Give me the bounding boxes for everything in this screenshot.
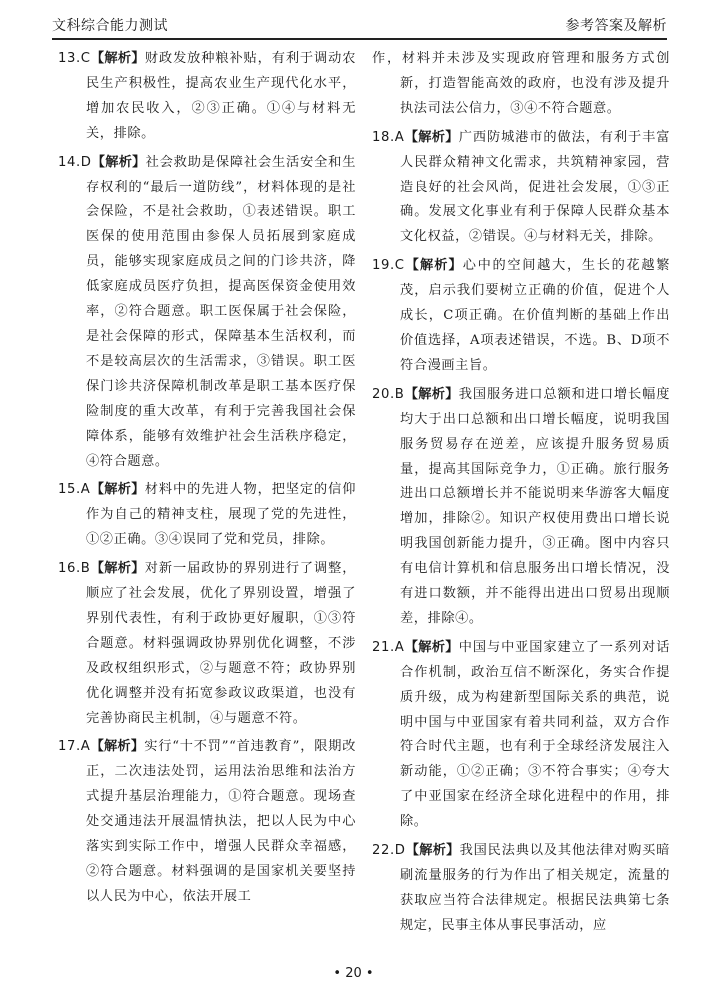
- answer-letter: B: [80, 561, 91, 577]
- answer-entry: [58, 151, 356, 475]
- analysis-text: 实行“十不罚”“首违教育”，限期改正，二次违法处罚，运用法治思维和法治方式提升基层治理能力，①符合题意。现场查处交通违法开展温情执法，把以人民为中心落实到实际工作中，增强人民群众幸福感，②符合题意。材料强调的是国家机关要坚持以人民为中心，依法开展工: [86, 739, 356, 904]
- answer-entry: [372, 126, 670, 251]
- answer-entry: [58, 478, 356, 553]
- analysis-tag: 【解析】: [90, 561, 145, 577]
- answer-entry: [372, 254, 670, 379]
- analysis-text: 对新一届政协的界别进行了调整，顺应了社会发展，优化了界别设置，增强了界别代表性，有利于政协更好履职，①③符合题意。材料强调政协界别优化调整，不涉及政权组织形式，②与题意不符；政协界别优化调整并没有拓宽参政议政渠道，也没有完善协商民主机制，④与题意不符。: [86, 561, 357, 726]
- answer-entry: [58, 47, 356, 147]
- analysis-text: 中国与中亚国家建立了一系列对话合作机制，政治互信不断深化，务实合作提质升级，成为构建新型国际关系的典范，说明中国与中亚国家有着共同利益，双方合作符合时代主题，也有利于全球经济发展注入新动能，①②正确；③不符合事实；④夸大了中亚国家在经济全球化进程中的作用，排除。: [400, 639, 671, 830]
- answer-letter: C: [80, 51, 91, 66]
- analysis-text: 财政发放种粮补贴，有利于调动农民生产积极性，提高农业生产现代化水平，增加农民收入，②③正确。①④与材料无关，排除。: [86, 51, 357, 141]
- answer-entry: [372, 839, 670, 939]
- answer-entry: [372, 383, 670, 632]
- analysis-text: 材料中的先进人物，把坚定的信仰作为自己的精神支柱，展现了党的先进性，①②正确。③④误同了党和党员，排除。: [86, 482, 357, 548]
- answer-entry: [58, 735, 356, 909]
- analysis-text: 社会救助是保障社会生活安全和生存权利的“最后一道防线”，材料体现的是社会保险，不是社会救助，①表述错误。职工医保的使用范围由参保人员拓展到家庭成员，能够实现家庭成员之间的门诊共济，降低家庭成员医疗负担，提高医保资金使用效率，②符合题意。职工医保属于社会保险，是社会保障的形式，保障基本生活权利，而不是较高层次的生活需求，③错误。职工医保门诊共济保障机制改革是职工基本医疗保险制度的重大改革，有利于完善我国社会保障体系，能够有效维护社会生活秩序稳定，④符合题意。: [86, 154, 357, 469]
- answer-entry: [58, 557, 356, 731]
- analysis-tag: 【解析】: [404, 386, 459, 402]
- right-column: [372, 47, 670, 943]
- analysis-tag: 【解析】: [91, 154, 146, 170]
- answer-letter: C: [394, 258, 405, 274]
- answer-letter: A: [80, 739, 91, 755]
- question-number: 14.: [58, 154, 81, 170]
- analysis-tag: 【解析】: [90, 51, 145, 66]
- analysis-text: 我国服务进口总额和进口增长幅度均大于出口总额和出口增长幅度，说明我国服务贸易存在逆差，应该提升服务贸易质量，提高其国际竞争力，①正确。旅行服务进出口总额增长并不能说明来华游客大幅度增加，排除②。知识产权使用费出口增长说明我国创新能力提升，③正确。图中内容只有电信计算机和信息服务出口增长情况，没有进口数额，并不能得出进出口贸易出现顺差，排除④。: [400, 386, 671, 626]
- answer-letter: D: [394, 843, 406, 859]
- question-number: 16.: [58, 561, 81, 577]
- answer-entry: [372, 636, 670, 835]
- question-number: 21.: [372, 639, 395, 655]
- analysis-text: 作，材料并未涉及实现政府管理和服务方式创新，打造智能高效的政府，也没有涉及提升执法司法公信力，③④不符合题意。: [372, 51, 670, 116]
- analysis-text: 心中的空间越大，生长的花越繁茂，启示我们要树立正确的价值，促进个人成长，C项正确。在价值判断的基础上作出价值选择，A项表述错误，不选。B、D项不符合漫画主旨。: [400, 258, 670, 373]
- answer-entry-continued: [372, 47, 670, 122]
- analysis-tag: 【解析】: [404, 129, 459, 145]
- answer-letter: A: [80, 482, 91, 498]
- header-left-title: 文科综合能力测试: [52, 18, 168, 34]
- question-number: 13.: [58, 51, 81, 66]
- question-number: 19.: [372, 258, 395, 274]
- left-column: [58, 47, 356, 914]
- analysis-tag: 【解析】: [404, 258, 463, 274]
- answer-letter: A: [394, 639, 405, 655]
- analysis-tag: 【解析】: [404, 639, 459, 655]
- question-number: 17.: [58, 739, 81, 755]
- analysis-text: 我国民法典以及其他法律对购买暗刷流量服务的行为作出了相关规定，流量的获取应当符合法律规定。根据民法典第七条规定，民事主体从事民事活动，应: [400, 843, 671, 933]
- answer-letter: A: [394, 129, 405, 145]
- analysis-tag: 【解析】: [90, 482, 145, 498]
- header-right-title: 参考答案及解析: [565, 18, 667, 34]
- analysis-tag: 【解析】: [405, 843, 460, 859]
- analysis-tag: 【解析】: [90, 739, 145, 755]
- question-number: 18.: [372, 129, 395, 145]
- page-header: [52, 12, 667, 40]
- analysis-text: 广西防城港市的做法，有利于丰富人民群众精神文化需求，共筑精神家园，营造良好的社会风尚，促进社会发展，①③正确。发展文化事业有利于保障人民群众基本文化权益，②错误。④与材料无关，排除。: [400, 129, 671, 245]
- question-number: 20.: [372, 386, 395, 402]
- answer-letter: B: [394, 386, 405, 402]
- question-number: 22.: [372, 843, 395, 859]
- question-number: 15.: [58, 482, 81, 498]
- page-number: • 20 •: [333, 966, 374, 981]
- answer-letter: D: [80, 154, 92, 170]
